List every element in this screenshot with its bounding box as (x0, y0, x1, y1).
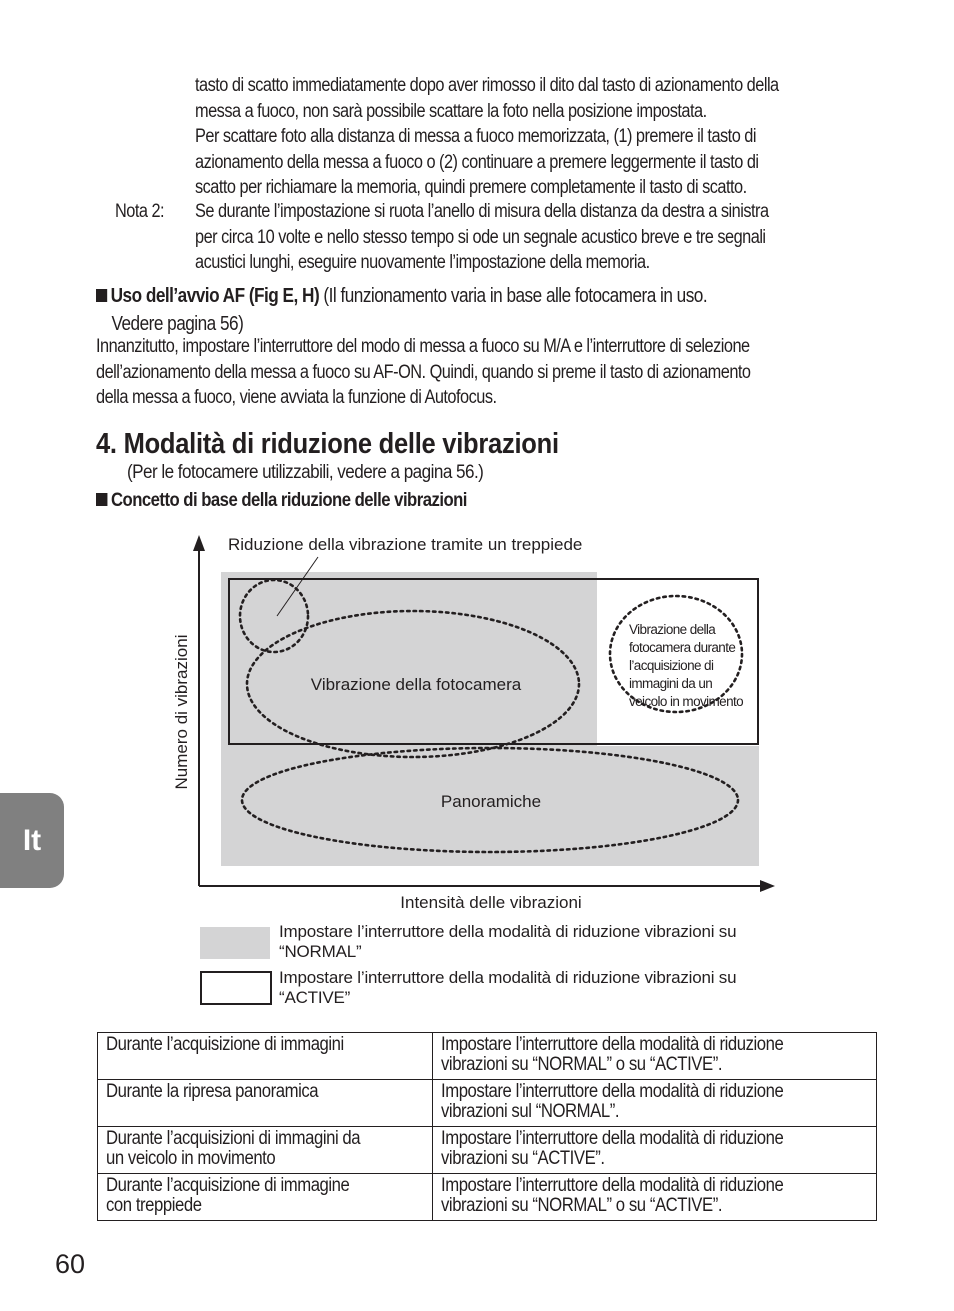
nota2-text (195, 199, 873, 276)
cell-line: Durante l’acquisizioni di immagini da (106, 1128, 361, 1149)
vehicle-label-line: fotocamera durante (629, 640, 736, 655)
vehicle-label-line: l’acquisizione di (629, 658, 714, 673)
setting-cell (433, 1127, 877, 1174)
legend-active-text: Impostare l’interruttore della modalità di riduzione vibrazioni su “ACTIVE” (279, 968, 737, 1007)
text-line: messa a fuoco, non sarà possibile scattare la foto nella posizione impostata. (195, 100, 707, 122)
table-row (98, 1127, 877, 1174)
af-start-body (96, 334, 870, 411)
af-heading-line2: Vedere pagina 56) (111, 313, 244, 335)
x-axis-label: Intensità delle vibrazioni (400, 893, 582, 912)
table-row (98, 1033, 877, 1080)
situation-cell (98, 1174, 433, 1221)
nota2-label: Nota 2: (115, 201, 165, 222)
cell-line: Impostare l’interruttore della modalità di riduzione (441, 1034, 784, 1055)
text-line: scatto per richiamare la memoria, quindi premere completamente il tasto di scatto. (195, 177, 747, 198)
y-axis-arrow-icon (193, 535, 205, 551)
cell-line: Impostare l’interruttore della modalità di riduzione (441, 1128, 784, 1149)
setting-cell (433, 1080, 877, 1127)
cell-line: vibrazioni su “ACTIVE”. (441, 1148, 605, 1169)
vehicle-label-line: Vibrazione della (629, 622, 716, 637)
situation-cell (98, 1127, 433, 1174)
cell-line: vibrazioni su “NORMAL” o su “ACTIVE”. (441, 1054, 723, 1075)
setting-cell (433, 1174, 877, 1221)
cell-line: vibrazioni sul “NORMAL”. (441, 1101, 620, 1122)
tripod-label: Riduzione della vibrazione tramite un treppiede (228, 535, 583, 554)
cell-line: Impostare l’interruttore della modalità di riduzione (441, 1175, 784, 1196)
camera-shake-label: Vibrazione della fotocamera (310, 675, 522, 694)
page-number: 60 (55, 1249, 86, 1279)
cell-line: Durante l’acquisizione di immagine (106, 1175, 350, 1196)
section-title: 4. Modalità di riduzione delle vibrazioni (96, 428, 559, 460)
square-bullet-icon (96, 493, 107, 506)
text-line: Innanzitutto, impostare l’interruttore del modo di messa a fuoco su M/A e l’interruttore di selezione (96, 336, 750, 357)
text-line: dell’azionamento della messa a fuoco su AF-ON. Quindi, quando si preme il tasto di azionamento (96, 361, 751, 383)
situation-cell (98, 1033, 433, 1080)
normal-region-upper (221, 572, 597, 746)
cell-line: Durante l’acquisizione di immagini (106, 1034, 344, 1055)
language-tab: It (0, 793, 64, 888)
cell-line: Durante la ripresa panoramica (106, 1081, 319, 1102)
cell-line: Impostare l’interruttore della modalità di riduzione (441, 1081, 784, 1102)
vibration-diagram (0, 520, 954, 912)
concept-heading (96, 488, 467, 514)
intro-paragraph (195, 73, 873, 201)
text-line: Se durante l’impostazione si ruota l’anello di misura della distanza da destra a sinistra (195, 201, 769, 222)
concept-heading-text: Concetto di base della riduzione delle vibrazioni (110, 490, 467, 511)
af-heading-bold: Uso dell’avvio AF (Fig E, H) (110, 285, 320, 307)
legend-active-swatch (200, 971, 272, 1005)
vehicle-label (629, 622, 743, 709)
vr-mode-table (97, 1032, 877, 1221)
situation-cell (98, 1080, 433, 1127)
square-bullet-icon (96, 289, 107, 302)
y-axis-label: Numero di vibrazioni (172, 634, 191, 790)
text-line: azionamento della messa a fuoco o (2) continuare a premere leggermente il tasto di (195, 151, 759, 173)
vehicle-label-line: immagini da un (629, 676, 713, 691)
legend-normal-text: Impostare l’interruttore della modalità di riduzione vibrazioni su “NORMAL” (279, 922, 737, 961)
cell-line: con treppiede (106, 1195, 202, 1216)
vehicle-label-line: veicolo in movimento (629, 694, 744, 709)
x-axis-arrow-icon (760, 880, 775, 892)
text-line: Per scattare foto alla distanza di messa a fuoco memorizzata, (1) premere il tasto di (195, 126, 756, 147)
cell-line: un veicolo in movimento (106, 1148, 276, 1169)
af-start-heading (96, 282, 870, 338)
table-row (98, 1174, 877, 1221)
text-line: per circa 10 volte e nello stesso tempo si ode un segnale acustico breve e tre segnali (195, 226, 766, 248)
cell-line: vibrazioni su “NORMAL” o su “ACTIVE”. (441, 1195, 723, 1216)
text-line: tasto di scatto immediatamente dopo aver rimosso il dito dal tasto di azionamento della (195, 75, 779, 96)
setting-cell (433, 1033, 877, 1080)
legend-normal-swatch (200, 927, 270, 959)
section-subtitle: (Per le fotocamere utilizzabili, vedere a pagina 56.) (127, 462, 484, 483)
text-line: acustici lunghi, eseguire nuovamente l’impostazione della memoria. (195, 252, 650, 273)
text-line: della messa a fuoco, viene avviata la funzione di Autofocus. (96, 387, 497, 408)
table-row (98, 1080, 877, 1127)
af-heading-rest: (Il funzionamento varia in base alle fotocamera in uso. (319, 285, 708, 307)
panning-label: Panoramiche (440, 792, 542, 811)
